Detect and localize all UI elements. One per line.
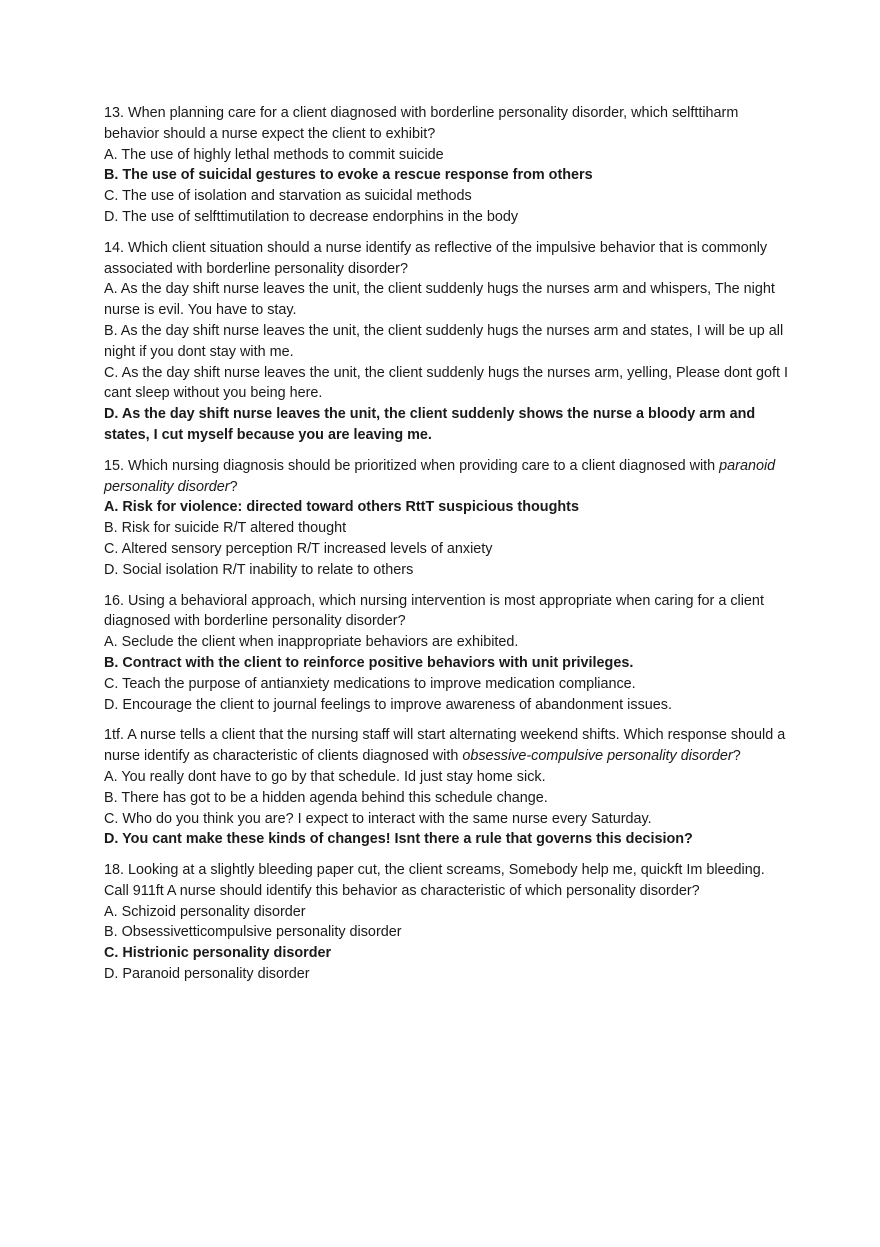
question-stem [104, 725, 788, 767]
stem-italic-term: obsessive-compulsive personality disorder [462, 748, 733, 765]
correct-answer-option: D. You cant make these kinds of changes! Isnt there a rule that governs this decision? [104, 831, 693, 848]
question-15 [104, 456, 788, 581]
question-stem: 13. When planning care for a client diagnosed with borderline personality disorder, which selfttiharm behavior should a nurse expect the client to exhibit? [104, 105, 739, 142]
question-stem: 14. Which client situation should a nurse identify as reflective of the impulsive behavior that is commonly associated with borderline personality disorder? [104, 239, 768, 277]
correct-answer-option: D. As the day shift nurse leaves the unit, the client suddenly shows the nurse a bloody arm and states, I cut myself because you are leaving me. [104, 406, 756, 443]
question-14 [104, 238, 788, 446]
question-18 [104, 860, 788, 985]
answer-option: A. Seclude the client when inappropriate behaviors are exhibited. [104, 634, 519, 651]
question-stem [104, 456, 788, 498]
stem-text: 15. Which nursing diagnosis should be prioritized when providing care to a client diagnosed with [104, 457, 720, 474]
answer-option: C. Teach the purpose of antianxiety medications to improve medication compliance. [104, 675, 636, 692]
correct-answer-option: B. Contract with the client to reinforce positive behaviors with unit privileges. [104, 654, 634, 671]
answer-option: B. Obsessivetticompulsive personality disorder [104, 924, 402, 941]
answer-option: D. Paranoid personality disorder [104, 966, 310, 983]
question-stem: 16. Using a behavioral approach, which nursing intervention is most appropriate when caring for a client diagnosed with borderline personality disorder? [104, 592, 764, 630]
answer-option: C. Who do you think you are? I expect to interact with the same nurse every Saturday. [104, 810, 652, 827]
answer-option: C. Altered sensory perception R/T increased levels of anxiety [104, 540, 493, 557]
answer-option: D. Social isolation R/T inability to relate to others [104, 561, 414, 578]
correct-answer-option: C. Histrionic personality disorder [104, 945, 332, 962]
answer-option: C. As the day shift nurse leaves the unit, the client suddenly hugs the nurses arm, yelling, Please dont goft I cant sleep without you being here. [104, 364, 788, 402]
answer-option: C. The use of isolation and starvation as suicidal methods [104, 188, 472, 205]
question-stem: 18. Looking at a slightly bleeding paper cut, the client screams, Somebody help me, quickft Im bleeding. Call 911ft A nurse should identify this behavior as characteristic of which personality disorder? [104, 862, 765, 899]
stem-text: 1tf. A nurse tells a client that the nursing staff will start alternating weekend shifts. Which response should a nurse identify as characteristic of clients diagnosed with [104, 727, 786, 765]
question-13 [104, 103, 788, 228]
correct-answer-option: A. Risk for violence: directed toward others RttT suspicious thoughts [104, 499, 579, 516]
answer-option: A. As the day shift nurse leaves the unit, the client suddenly hugs the nurses arm and whispers, The night nurse is evil. You have to stay. [104, 281, 775, 319]
answer-option: B. As the day shift nurse leaves the unit, the client suddenly hugs the nurses arm and states, I will be up all night if you dont stay with me. [104, 322, 784, 360]
answer-option: A. The use of highly lethal methods to commit suicide [104, 146, 444, 163]
question-16 [104, 591, 788, 716]
stem-punctuation: ? [229, 478, 238, 495]
stem-punctuation: ? [732, 748, 741, 765]
answer-option: B. Risk for suicide R/T altered thought [104, 520, 347, 537]
correct-answer-option: B. The use of suicidal gestures to evoke a rescue response from others [104, 167, 593, 184]
question-17 [104, 725, 788, 850]
answer-option: D. Encourage the client to journal feelings to improve awareness of abandonment issues. [104, 696, 672, 713]
answer-option: A. Schizoid personality disorder [104, 903, 306, 920]
answer-option: A. You really dont have to go by that schedule. Id just stay home sick. [104, 768, 546, 785]
stem-italic-term: paranoid personality disorder [104, 457, 776, 495]
answer-option: D. The use of selfttimutilation to decrease endorphins in the body [104, 208, 519, 225]
answer-option: B. There has got to be a hidden agenda behind this schedule change. [104, 789, 548, 806]
